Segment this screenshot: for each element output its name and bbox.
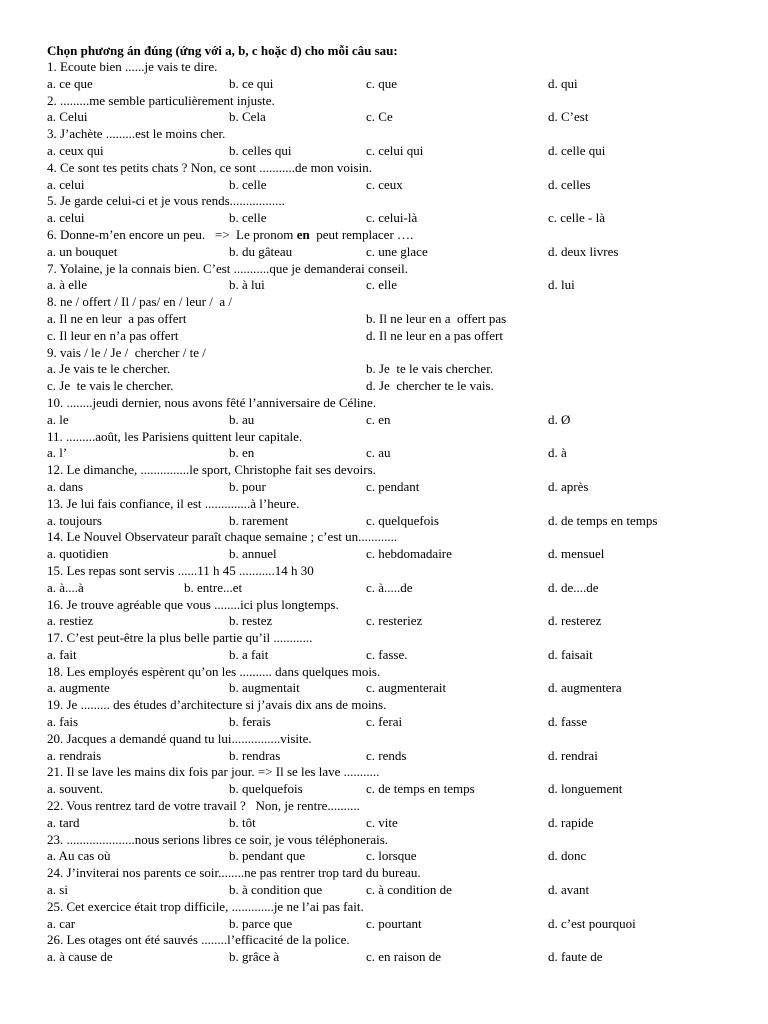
options-12 <box>47 479 728 496</box>
option-b: b. celles qui <box>229 142 292 158</box>
question-3: 3. J’achète .........est le moins cher. <box>47 126 226 142</box>
option-d: d. lui <box>548 277 575 293</box>
options-14 <box>47 546 728 563</box>
option-a: a. ceux qui <box>47 142 104 158</box>
question-20: 20. Jacques a demandé quand tu lui...............visite. <box>47 730 312 746</box>
option-d: d. de....de <box>548 579 599 595</box>
option-b: b. celle <box>229 210 267 226</box>
option-b: b. Il ne leur en a offert pas <box>366 310 507 326</box>
option-c: c. Je te vais le chercher. <box>47 378 174 394</box>
option-b: b. augmentait <box>229 680 300 696</box>
option-a: a. à....à <box>47 579 84 595</box>
question-23: 23. .....................nous serions libres ce soir, je vous téléphonerais. <box>47 831 389 847</box>
options-17 <box>47 647 728 664</box>
option-d: d. faute de <box>548 949 603 965</box>
option-c: c. rends <box>366 747 407 763</box>
option-a: a. souvent. <box>47 781 103 797</box>
question-19: 19. Je ......... des études d’architecture si j’avais dix ans de moins. <box>47 697 387 713</box>
option-a: a. Il ne en leur a pas offert <box>47 310 187 326</box>
question-1: 1. Ecoute bien ......je vais te dire. <box>47 59 218 74</box>
option-d: d. C’est <box>548 109 589 125</box>
options-3 <box>47 143 728 160</box>
option-b: b. entre...et <box>184 579 243 595</box>
options-9-row1 <box>47 361 728 378</box>
option-d: d. resterez <box>548 613 602 629</box>
option-d: d. de temps en temps <box>548 512 658 528</box>
question-5: 5. Je garde celui-ci et je vous rends................. <box>47 193 285 209</box>
options-13 <box>47 513 728 530</box>
option-c: c. à condition de <box>366 882 452 898</box>
option-a: a. si <box>47 882 68 898</box>
option-d: d. mensuel <box>548 546 605 562</box>
option-c: c. ceux <box>366 176 403 192</box>
option-d: d. celles <box>548 176 591 192</box>
option-c: c. Ce <box>366 109 393 125</box>
option-c: c. une glace <box>366 243 428 259</box>
bold-pronoun: en <box>296 226 310 242</box>
option-b: b. rendras <box>229 747 281 763</box>
option-a: a. un bouquet <box>47 243 118 259</box>
option-c: c. hebdomadaire <box>366 546 452 562</box>
question-17: 17. C’est peut-être la plus belle partie qu’il ............ <box>47 630 313 646</box>
option-a: a. à elle <box>47 277 88 293</box>
option-d: d. donc <box>548 848 587 864</box>
options-19 <box>47 714 728 731</box>
option-c: c. pendant <box>366 478 420 494</box>
option-a: a. restiez <box>47 613 94 629</box>
options-16 <box>47 613 728 630</box>
question-9: 9. vais / le / Je / chercher / te / <box>47 344 206 360</box>
question-25: 25. Cet exercice était trop difficile, .............je ne l’ai pas fait. <box>47 898 364 914</box>
option-c: c. celui-là <box>366 210 418 226</box>
options-1 <box>47 76 728 93</box>
option-c: c. elle <box>366 277 398 293</box>
option-b: b. pendant que <box>229 848 306 864</box>
option-a: a. fait <box>47 646 77 662</box>
option-b: b. ce qui <box>229 75 274 91</box>
options-10 <box>47 412 728 429</box>
option-a: a. quotidien <box>47 546 109 562</box>
option-a: a. Au cas où <box>47 848 111 864</box>
option-d: d. après <box>548 478 589 494</box>
question-text: 6. Donne-m’en encore un peu. => Le pronom <box>47 226 297 242</box>
option-b: b. à condition que <box>229 882 323 898</box>
option-c: c. en <box>366 411 391 427</box>
option-c: c. de temps en temps <box>366 781 475 797</box>
options-4 <box>47 177 728 194</box>
option-a: a. augmente <box>47 680 110 696</box>
option-a: a. toujours <box>47 512 102 528</box>
options-26 <box>47 949 728 966</box>
option-d: d. faisait <box>548 646 593 662</box>
question-22: 22. Vous rentrez tard de votre travail ? Non, je rentre.......... <box>47 798 360 814</box>
options-20 <box>47 748 728 765</box>
question-6 <box>47 227 728 244</box>
question-7: 7. Yolaine, je la connais bien. C’est ...........que je demanderai conseil. <box>47 260 409 276</box>
option-b: b. rarement <box>229 512 289 528</box>
option-a: a. car <box>47 915 76 931</box>
options-8-row1 <box>47 311 728 328</box>
option-c: c. que <box>366 75 398 91</box>
option-d: d. Ø <box>548 411 571 427</box>
option-b: b. tôt <box>229 814 256 830</box>
option-b: b. restez <box>229 613 273 629</box>
question-12: 12. Le dimanche, ...............le sport, Christophe fait ses devoirs. <box>47 462 376 478</box>
option-a: a. à cause de <box>47 949 113 965</box>
option-b: b. annuel <box>229 546 277 562</box>
option-b: b. Cela <box>229 109 266 125</box>
option-d: d. rendrai <box>548 747 598 763</box>
option-b: b. Je te le vais chercher. <box>366 361 494 377</box>
option-c: c. au <box>366 445 391 461</box>
option-d: d. rapide <box>548 814 594 830</box>
question-13: 13. Je lui fais confiance, il est ..............à l’heure. <box>47 495 300 511</box>
option-a: a. fais <box>47 714 79 730</box>
options-25 <box>47 916 728 933</box>
option-d: d. longuement <box>548 781 623 797</box>
option-b: b. a fait <box>229 646 269 662</box>
option-b: b. à lui <box>229 277 265 293</box>
option-a: a. dans <box>47 478 84 494</box>
option-a: a. Celui <box>47 109 88 125</box>
option-c: c. quelquefois <box>366 512 439 528</box>
option-d: d. avant <box>548 882 590 898</box>
question-15: 15. Les repas sont servis ......11 h 45 ...........14 h 30 <box>47 562 314 578</box>
exercise-title: Chọn phương án đúng (ứng với a, b, c hoặc d) cho mỗi câu sau: <box>47 43 398 58</box>
option-a: a. l’ <box>47 445 68 461</box>
question-10: 10. ........jeudi dernier, nous avons fêté l’anniversaire de Céline. <box>47 394 377 410</box>
option-c: c. ferai <box>366 714 403 730</box>
options-9-row2 <box>47 378 728 395</box>
option-a: a. ce que <box>47 75 93 91</box>
option-a: a. le <box>47 411 69 427</box>
option-c: c. à.....de <box>366 579 413 595</box>
option-d: d. Je chercher te le vais. <box>366 378 494 394</box>
question-2: 2. .........me semble particulièrement injuste. <box>47 92 275 108</box>
option-b: b. pour <box>229 478 266 494</box>
question-8: 8. ne / offert / Il / pas/ en / leur / a / <box>47 294 232 310</box>
options-21 <box>47 781 728 798</box>
option-b: b. du gâteau <box>229 243 293 259</box>
options-24 <box>47 882 728 899</box>
option-d: d. c’est pourquoi <box>548 915 636 931</box>
options-11 <box>47 445 728 462</box>
option-a: a. Je vais te le chercher. <box>47 361 171 377</box>
options-22 <box>47 815 728 832</box>
option-d: d. augmentera <box>548 680 622 696</box>
options-2 <box>47 109 728 126</box>
option-b: b. grâce à <box>229 949 280 965</box>
option-b: b. parce que <box>229 915 293 931</box>
question-14: 14. Le Nouvel Observateur paraît chaque semaine ; c’est un............ <box>47 529 398 545</box>
option-c: c. resteriez <box>366 613 423 629</box>
option-b: b. en <box>229 445 255 461</box>
question-26: 26. Les otages ont été sauvés ........l’efficacité de la police. <box>47 932 350 948</box>
question-16: 16. Je trouve agréable que vous ........ici plus longtemps. <box>47 596 339 612</box>
options-23 <box>47 848 728 865</box>
question-text: peut remplacer …. <box>309 226 414 242</box>
question-24: 24. J’inviterai nos parents ce soir........ne pas rentrer trop tard du bureau. <box>47 865 421 881</box>
options-5 <box>47 210 728 227</box>
question-21: 21. Il se lave les mains dix fois par jour. => Il se les lave ........... <box>47 764 380 780</box>
option-b: b. ferais <box>229 714 271 730</box>
option-d: d. celle qui <box>548 142 606 158</box>
option-c: c. pourtant <box>366 915 422 931</box>
options-7 <box>47 277 728 294</box>
option-a: a. tard <box>47 814 80 830</box>
option-c: c. Il leur en n’a pas offert <box>47 327 179 343</box>
question-18: 18. Les employés espèrent qu’on les .......... dans quelques mois. <box>47 663 381 679</box>
options-15 <box>47 580 728 597</box>
option-d: d. Il ne leur en a pas offert <box>366 327 503 343</box>
option-d: d. à <box>548 445 567 461</box>
option-a: a. celui <box>47 210 85 226</box>
option-c: c. augmenterait <box>366 680 447 696</box>
option-b: b. quelquefois <box>229 781 303 797</box>
option-b: b. celle <box>229 176 267 192</box>
options-6 <box>47 244 728 261</box>
option-b: b. au <box>229 411 255 427</box>
option-d: d. fasse <box>548 714 587 730</box>
option-d: d. deux livres <box>548 243 619 259</box>
option-c: c. celui qui <box>366 142 424 158</box>
option-c: c. vite <box>366 814 398 830</box>
question-11: 11. .........août, les Parisiens quittent leur capitale. <box>47 428 303 444</box>
question-4: 4. Ce sont tes petits chats ? Non, ce sont ...........de mon voisin. <box>47 159 372 175</box>
option-c: c. lorsque <box>366 848 417 864</box>
option-a: a. rendrais <box>47 747 102 763</box>
option-c: c. en raison de <box>366 949 442 965</box>
option-c: c. fasse. <box>366 646 408 662</box>
option-d: d. qui <box>548 75 578 91</box>
options-8-row2 <box>47 328 728 345</box>
option-a: a. celui <box>47 176 85 192</box>
option-d: c. celle - là <box>548 210 606 226</box>
options-18 <box>47 680 728 697</box>
